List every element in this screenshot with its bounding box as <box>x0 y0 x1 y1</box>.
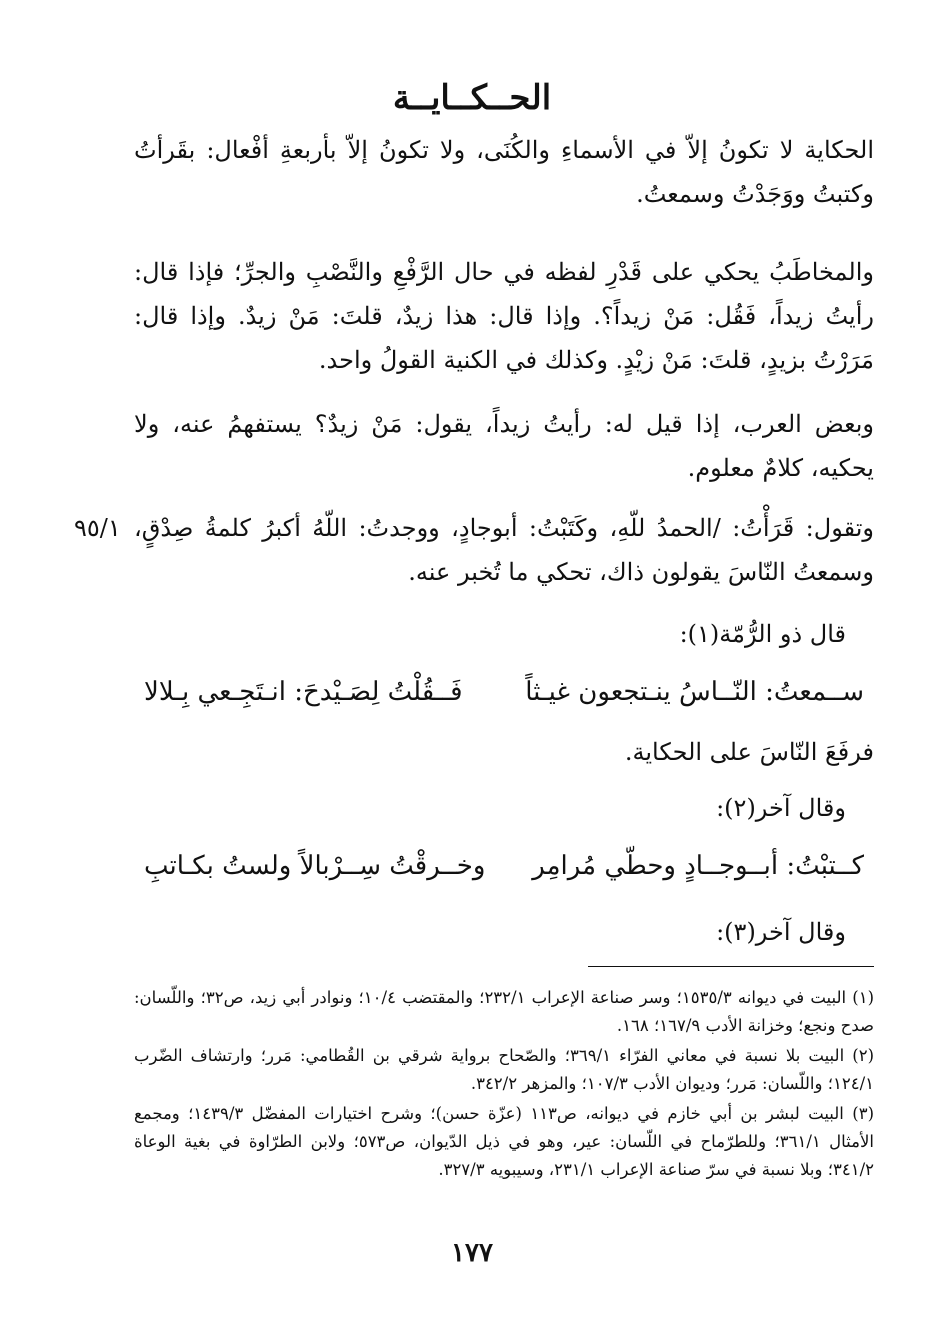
page-number: ١٧٧ <box>451 1238 493 1268</box>
verse-2-first-hemistich: كــتبْتُ: أبــوجــادٍ وحطّي مُرامِر <box>532 851 864 881</box>
footnote-1: (١) البيت في ديوانه ١٥٣٥/٣؛ وسر صناعة الإعراب ٢٣٢/١؛ والمقتضب ١٠/٤؛ ونوادر أبي زيد، ص٣٢؛ واللّسان: صدح ونجع؛ وخزانة الأدب ١٦٧/٩؛ ١٦٨. <box>134 988 874 1035</box>
footnote-2: (٢) البيت بلا نسبة في معاني الفرّاء ٣٦٩/١؛ والصّحاح برواية شرقي بن القُطامي: مَرر؛ وارتشاف الضّرب ١٢٤/١؛ واللّسان: مَرر؛ وديوان الأدب ١٠٧/٣؛ والمزهر ٣٤٢/٢. <box>134 1046 874 1093</box>
quote-1-intro: قال ذو الرُّمّة(١): <box>679 620 846 648</box>
footnotes <box>134 984 874 1186</box>
quote-3-intro: وقال آخر(٣): <box>716 918 846 946</box>
verse-1-comment: فرفَعَ النّاسَ على الحكاية. <box>624 738 874 766</box>
page-title: الحــكــايــة <box>392 78 552 118</box>
verse-1-second-hemistich: فَــقُلْتُ لِصَـيْدحَ: انـتَجِـعي بِـلالا <box>144 677 463 707</box>
margin-reference: ٩٥/١ <box>74 514 121 542</box>
footnote-divider <box>588 966 874 967</box>
paragraph-3: وبعض العرب، إذا قيل له: رأيتُ زيداً، يقول: مَنْ زيدٌ؟ يستفهمُ عنه، ولا يحكيه، كلامٌ معلوم. <box>134 410 874 482</box>
verse-1-first-hemistich: ســمعتُ: النّــاسُ ينـتجعون غيـثاً <box>525 677 864 707</box>
verse-2-second-hemistich: وخــرقْتُ سِــرْبالاً ولستُ بكـاتبِ <box>144 851 486 881</box>
verse-1 <box>144 670 864 714</box>
paragraph-1: الحكاية لا تكونُ إلاّ في الأسماءِ والكُنَى، ولا تكونُ إلاّ بأربعةِ أفْعال: بقَرأتُ وكتبتُ ووَجَدْتُ وسمعتُ. <box>134 136 874 208</box>
paragraph-4: وتقول: قَرَأْتُ: /الحمدُ للّهِ، وكَتَبْتُ: أبوجادٍ، ووجدتُ: اللّهُ أكبرُ كلمةُ صِدْقٍ، وسمعتُ النّاسَ يقولون ذاك، تحكي ما تُخبر عنه. <box>134 514 874 586</box>
verse-2 <box>144 844 864 888</box>
paragraph-2: والمخاطَبُ يحكي على قَدْرِ لفظه في حال الرَّفْعِ والنَّصْبِ والجرِّ؛ فإذا قال: رأيتُ زيداً، فَقُل: مَنْ زيداً؟. وإذا قال: هذا زيدٌ، قلتَ: مَنْ زيدٌ. وإذا قال: مَرَرْتُ بزيدٍ، قلتَ: مَنْ زيْدٍ. وكذلك في الكنية القولُ واحد. <box>134 258 874 374</box>
quote-2-intro: وقال آخر(٢): <box>716 794 846 822</box>
footnote-3: (٣) البيت لبشر بن أبي خازم في ديوانه، ص١١٣ (عزّة حسن)؛ وشرح اختيارات المفضّل ١٤٣٩/٣؛ ومجمع الأمثال ٣٦١/١؛ وللطرّماح في اللّسان: عير، وهو في ذيل الدّيوان، ص٥٧٣؛ ولابن الطرّاوة في بغية الوعاة ٣٤١/٢؛ وبلا نسبة في سرّ صناعة الإعراب ٢٣١/١، وسيبويه ٣٢٧/٣. <box>134 1104 875 1179</box>
